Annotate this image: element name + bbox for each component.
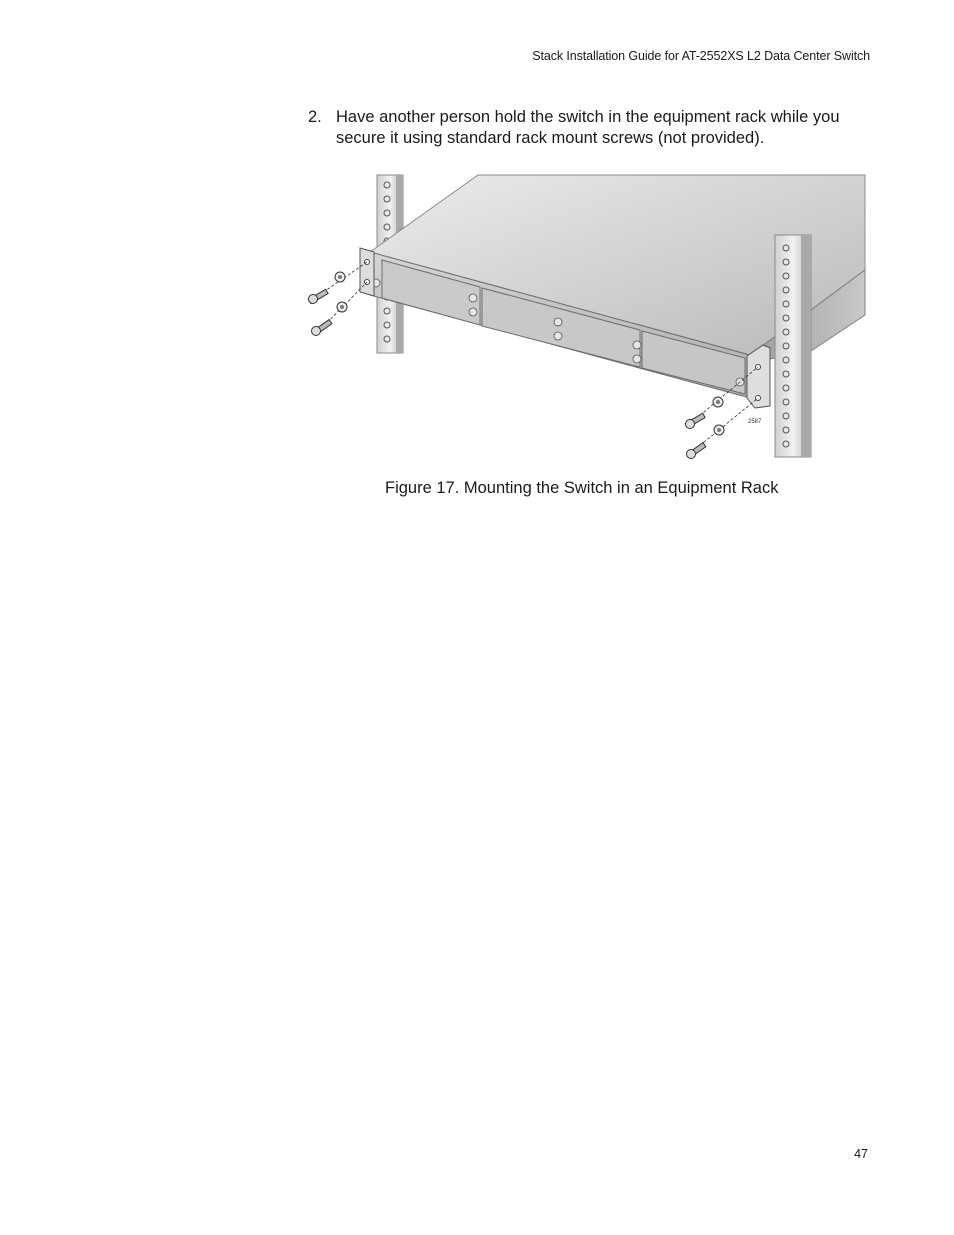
running-header: Stack Installation Guide for AT-2552XS L2 Data Center Switch: [532, 49, 870, 63]
page-number: 47: [854, 1147, 868, 1161]
left-screws: [308, 262, 367, 336]
right-rack-rail: [775, 235, 811, 457]
figure-caption: Figure 17. Mounting the Switch in an Equipment Rack: [385, 479, 779, 497]
step-number: 2.: [308, 108, 322, 126]
rack-mount-illustration: [300, 170, 870, 465]
rack-mount-figure: [300, 170, 870, 465]
instruction-step: [308, 107, 878, 149]
left-bracket: [360, 248, 374, 296]
step-text: Have another person hold the switch in the equipment rack while you secure it using standard rack mount screws (not provided).: [336, 108, 840, 147]
figure-id-label: 2587: [748, 419, 762, 425]
